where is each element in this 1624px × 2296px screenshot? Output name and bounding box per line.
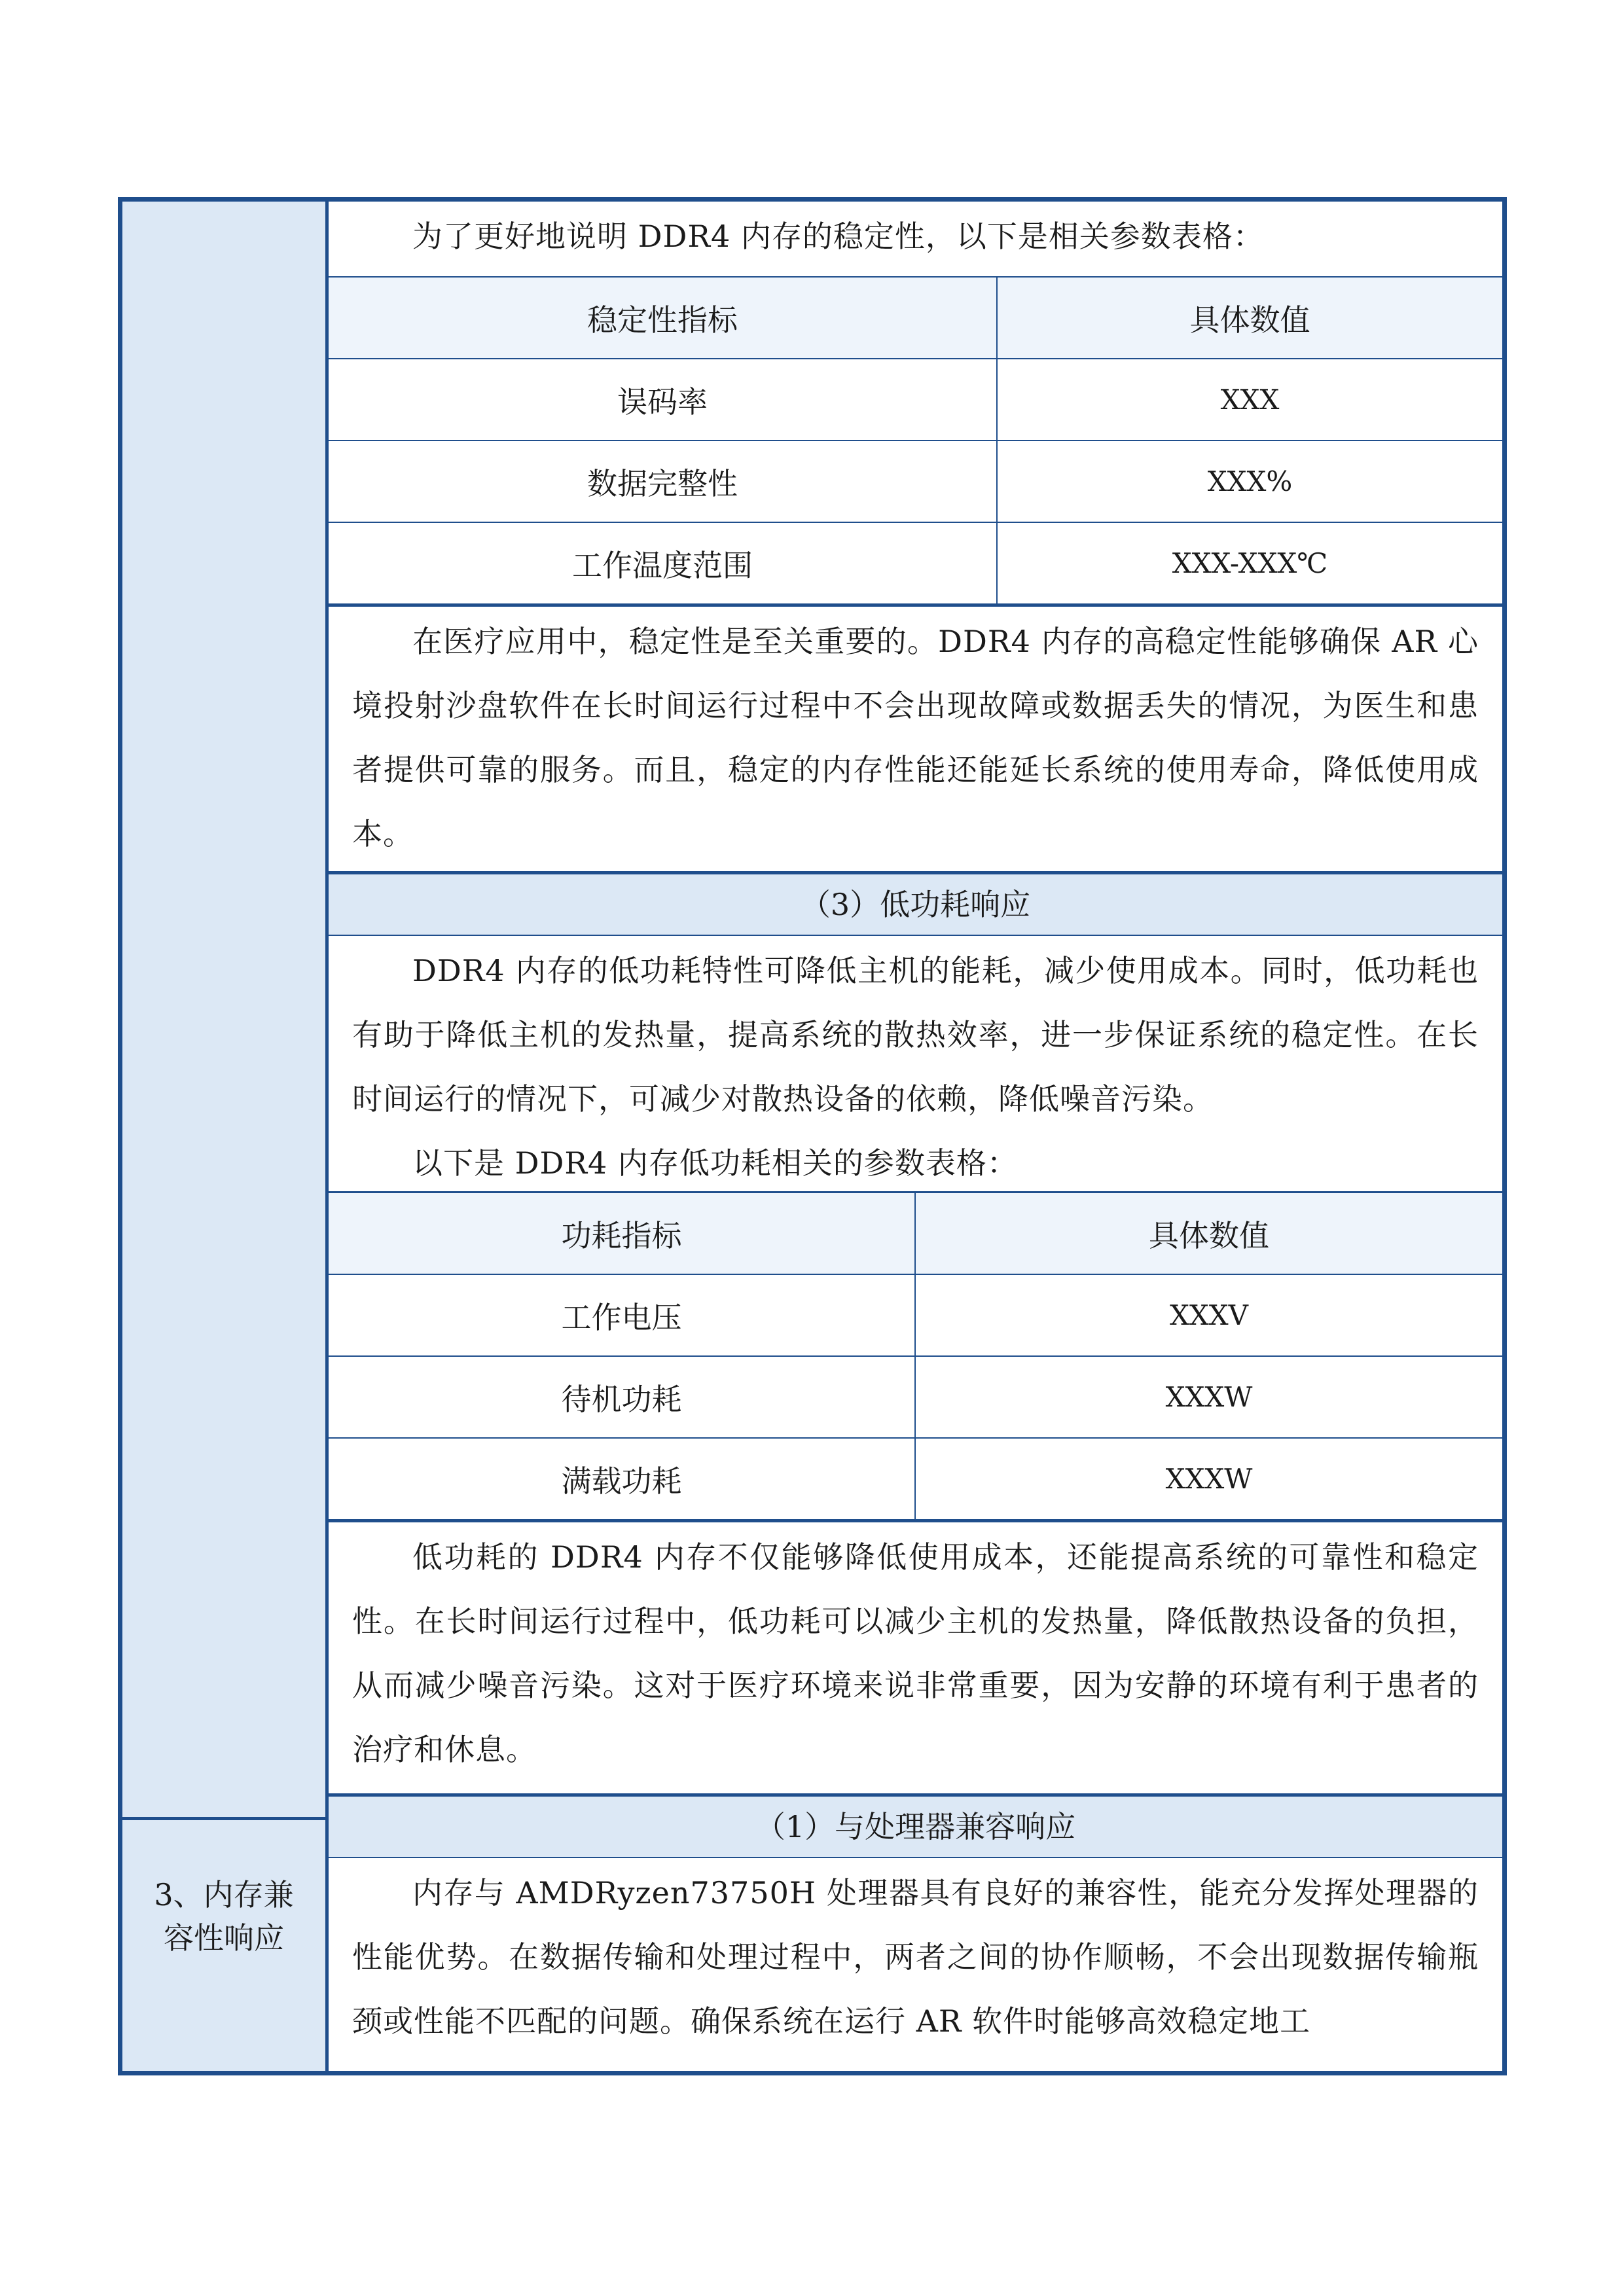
table-header-cell: 功耗指标 [329,1193,915,1275]
low-power-paragraph: DDR4 内存的低功耗特性可降低主机的能耗，减少使用成本。同时，低功耗也有助于降低主机的发热量，提高系统的散热效率，进一步保证系统的稳定性。在长时间运行的情况下，可减少对散热设备的依赖，降低噪音污染。 [352,953,1479,1117]
low-power-conclusion: 低功耗的 DDR4 内存不仅能够降低使用成本，还能提高系统的可靠性和稳定性。在长时间运行过程中，低功耗可以减少主机的发热量，降低散热设备的负担，从而减少噪音污染。这对于医疗环境来说非常重要，因为安静的环境有利于患者的治疗和休息。 [352,1539,1479,1767]
table-cell: 工作温度范围 [329,522,997,603]
section-heading: （3）低功耗响应 [329,874,1502,935]
table-row [329,1274,1502,1356]
table-header-row [329,277,1502,359]
power-table [329,1191,1502,1519]
content-column [329,202,1502,2053]
compat-paragraph: 内存与 AMDRyzen73750H 处理器具有良好的兼容性，能充分发挥处理器的性能优势。在数据传输和处理过程中，两者之间的协作顺畅，不会出现数据传输瓶颈或性能不匹配的问题。确保系统在运行 AR 软件时能够高效稳定地工 [352,1875,1479,2039]
table-cell: XXXV [915,1274,1502,1356]
low-power-intro: 以下是 DDR4 内存低功耗相关的参数表格： [412,1145,1018,1181]
stability-table [329,276,1502,603]
table-row [329,1356,1502,1438]
table-row [329,359,1502,440]
table-cell: XXX% [997,440,1502,522]
intro-paragraph: 为了更好地说明 DDR4 内存的稳定性，以下是相关参数表格： [412,219,1264,254]
table-header-row [329,1193,1502,1275]
table-cell: XXX [997,359,1502,440]
table-row [329,522,1502,603]
left-column-cell [122,202,329,1817]
table-cell: 满载功耗 [329,1438,915,1519]
table-cell: XXXW [915,1356,1502,1438]
table-header-cell: 具体数值 [997,277,1502,359]
table-header-cell: 具体数值 [915,1193,1502,1275]
table-row [329,440,1502,522]
table-cell: XXX-XXX℃ [997,522,1502,603]
table-cell: 工作电压 [329,1274,915,1356]
table-cell: 待机功耗 [329,1356,915,1438]
table-cell: XXXW [915,1438,1502,1519]
table-cell: 误码率 [329,359,997,440]
table-header-cell: 稳定性指标 [329,277,997,359]
stability-conclusion: 在医疗应用中，稳定性是至关重要的。DDR4 内存的高稳定性能够确保 AR 心境投射沙盘软件在长时间运行过程中不会出现故障或数据丢失的情况，为医生和患者提供可靠的服务。而且，稳定的内存性能还能延长系统的使用寿命，降低使用成本。 [352,624,1479,852]
row-label: 3、内存兼容性响应 [154,1876,294,1956]
section-heading: （1）与处理器兼容响应 [329,1797,1502,1857]
requirements-table [118,197,1507,2075]
left-column-cell-compat [122,1817,329,2071]
table-row [329,1438,1502,1519]
table-cell: 数据完整性 [329,440,997,522]
